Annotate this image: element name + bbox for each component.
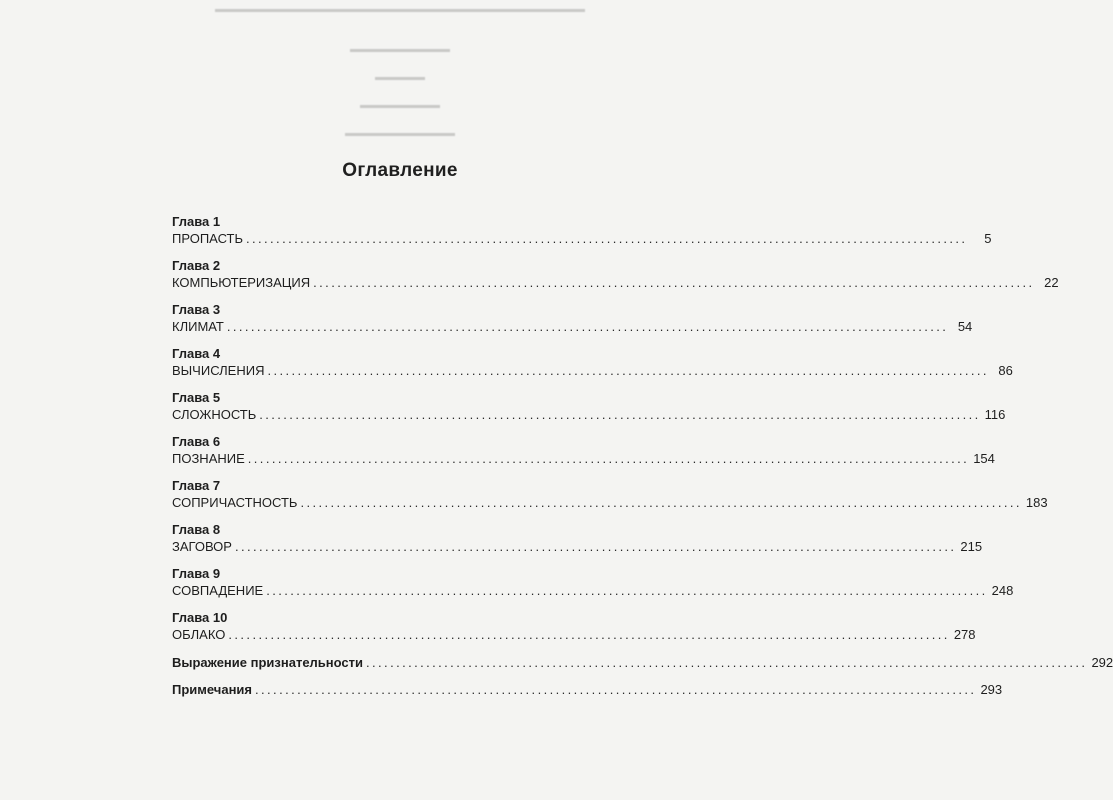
section-name: Примечания [172, 682, 253, 697]
bleed-through-mark: ▬▬▬▬▬▬▬▬ [360, 100, 440, 111]
dot-leader: ........................................................................................................................ [247, 451, 970, 466]
chapter-name: СОВПАДЕНИЕ [172, 583, 264, 598]
dot-leader: ........................................................................................................................ [313, 275, 1035, 290]
chapter-label: Глава 8 [172, 522, 221, 537]
section-name: Выражение признательности [172, 655, 364, 670]
chapter-name: КОМПЬЮТЕРИЗАЦИЯ [172, 275, 311, 290]
chapter-label: Глава 10 [172, 610, 228, 625]
chapter-name: ОБЛАКО [172, 627, 226, 642]
chapter-label: Глава 2 [172, 258, 221, 273]
table-of-contents [172, 214, 1113, 708]
dot-leader: ........................................................................................................................ [228, 627, 950, 642]
page-number: 183 [1025, 495, 1048, 510]
toc-chapter-entry [172, 346, 1013, 379]
chapter-name: ВЫЧИСЛЕНИЯ [172, 363, 265, 378]
chapter-label: Глава 6 [172, 434, 221, 449]
page-number: 54 [957, 319, 973, 334]
page-number: 5 [984, 231, 992, 246]
toc-row [172, 406, 1006, 423]
toc-chapter-entry [172, 478, 1048, 511]
dot-leader: ........................................................................................................................ [226, 319, 949, 334]
toc-extra-entry [172, 681, 1003, 698]
bleed-through-mark: ▬▬▬▬▬▬▬▬▬▬▬▬▬▬▬▬▬▬▬▬▬▬▬▬▬▬▬▬▬▬▬▬▬▬▬▬▬ [215, 4, 585, 15]
toc-chapter-entry [172, 522, 983, 555]
page-number: 22 [1044, 275, 1059, 290]
page-number: 86 [998, 363, 1013, 378]
toc-row [172, 318, 973, 335]
chapter-label: Глава 3 [172, 302, 221, 317]
chapter-name: КЛИМАТ [172, 319, 224, 334]
toc-row [172, 626, 976, 643]
toc-row [172, 538, 983, 555]
chapter-name: ЗАГОВОР [172, 539, 232, 554]
chapter-label: Глава 4 [172, 346, 221, 361]
page-number: 292 [1091, 655, 1113, 670]
bleed-through-mark: ▬▬▬▬▬▬▬▬▬▬▬ [345, 128, 455, 139]
toc-row [172, 450, 995, 467]
toc-chapter-entry [172, 214, 992, 247]
toc-chapter-entry [172, 258, 1059, 291]
page-number: 215 [960, 539, 983, 554]
bleed-through-mark: ▬▬▬▬▬▬▬▬▬▬ [350, 44, 450, 55]
toc-row [172, 274, 1059, 291]
toc-row [172, 362, 1013, 379]
chapter-label: Глава 1 [172, 214, 221, 229]
dot-leader: ........................................................................................................................ [267, 363, 989, 378]
chapter-label: Глава 7 [172, 478, 221, 493]
chapter-name: СЛОЖНОСТЬ [172, 407, 257, 422]
chapter-name: ПОЗНАНИЕ [172, 451, 245, 466]
page-number: 154 [973, 451, 995, 466]
dot-leader: ........................................................................................................................ [300, 495, 1022, 510]
chapter-label: Глава 5 [172, 390, 221, 405]
toc-chapter-entry [172, 390, 1006, 423]
dot-leader: ........................................................................................................................ [255, 682, 977, 697]
bleed-through-mark: ▬▬▬▬▬ [375, 72, 425, 83]
toc-row [172, 582, 1014, 599]
chapter-name: ПРОПАСТЬ [172, 231, 243, 246]
toc-chapter-entry [172, 566, 1014, 599]
page-number: 116 [984, 407, 1006, 422]
toc-row [172, 654, 1113, 671]
toc-row [172, 230, 992, 247]
page-number: 248 [991, 583, 1014, 598]
page-title: Оглавление [342, 160, 458, 181]
toc-chapter-entry [172, 434, 995, 467]
toc-row [172, 681, 1003, 698]
page-number: 293 [980, 682, 1003, 697]
toc-chapter-entry [172, 302, 973, 335]
toc-row [172, 494, 1048, 511]
dot-leader: ........................................................................................................................ [234, 539, 957, 554]
toc-extra-entry [172, 654, 1113, 671]
dot-leader: ........................................................................................................................ [259, 407, 981, 422]
dot-leader: ........................................................................................................................ [366, 655, 1088, 670]
dot-leader: ........................................................................................................................ [246, 231, 968, 246]
toc-chapter-entry [172, 610, 976, 643]
dot-leader: ........................................................................................................................ [266, 583, 988, 598]
page-number: 278 [953, 627, 976, 642]
chapter-label: Глава 9 [172, 566, 221, 581]
chapter-name: СОПРИЧАСТНОСТЬ [172, 495, 298, 510]
